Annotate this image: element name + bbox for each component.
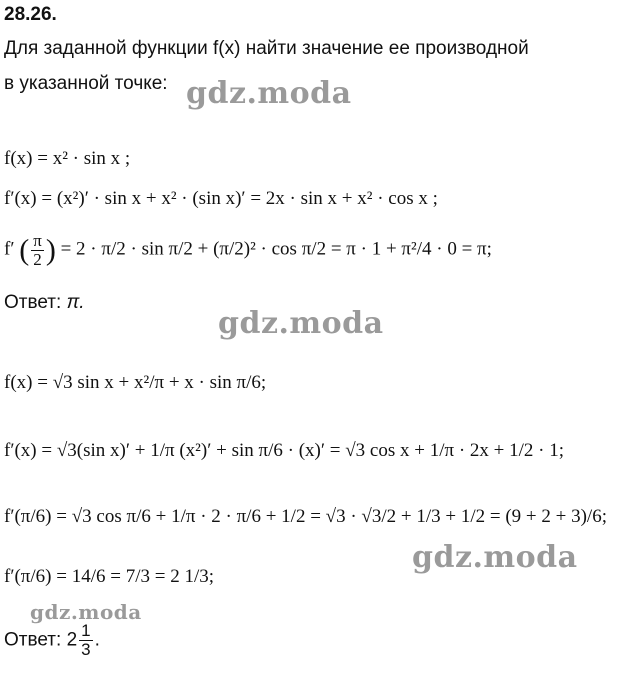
part-b-derivative: f′(x) = √3(sin x)′ + 1/π (x²)′ + sin π/6 · (x)′ = √3 cos x + 1/π · 2x + 1/2 · 1; <box>4 440 564 461</box>
part-a-function: f(x) = x² · sin x ; <box>4 148 131 169</box>
part-a-derivative: f′(x) = (x²)′ · sin x + x² · (sin x)′ = 2x · sin x + x² · cos x ; <box>4 188 438 209</box>
part-b-answer-label: Ответ: <box>4 629 62 651</box>
watermark-1: gdz.moda <box>186 76 352 111</box>
part-a-evaluation: f′ ( $\frac{\pi}{2}$ ) = 2 · π/2 · sin π/2 + (π/2)² · cos π/2 = π · 1 + π²/4 · 0 = π; <box>4 231 492 269</box>
part-b-answer-fraction: $\frac{1}{3}$ <box>81 621 91 659</box>
part-a-answer-label: Ответ: <box>4 292 62 313</box>
problem-statement-line2: в указанной точке: <box>4 73 168 94</box>
watermark-3: gdz.moda <box>412 540 578 575</box>
problem-number: 28.26. <box>4 4 57 25</box>
watermark-4: gdz.moda <box>30 600 142 624</box>
watermark-2: gdz.moda <box>218 306 384 341</box>
part-a-answer-value: π. <box>66 292 85 313</box>
part-b-answer-whole: 2 <box>66 629 78 651</box>
part-b-function: f(x) = √3 sin x + x²/π + x · sin π/6; <box>4 372 267 393</box>
part-a-eval-rest: = 2 · π/2 · sin π/2 + (π/2)² · cos π/2 = π · 1 + π²/4 · 0 = π; <box>60 238 492 260</box>
part-b-evaluation-1: f′(π/6) = √3 cos π/6 + 1/π · 2 · π/6 + 1/2 = √3 · √3/2 + 1/3 + 1/2 = (9 + 2 + 3)/6; <box>4 506 607 527</box>
part-a-eval-lhs: f′ <box>4 238 15 260</box>
part-b-evaluation-2: f′(π/6) = 14/6 = 7/3 = 2 1/3; <box>4 566 215 587</box>
part-b-answer: Ответ: 2 $\frac{1}{3}$ . <box>4 621 100 659</box>
problem-statement-line1: Для заданной функции f(x) найти значение ее производной <box>4 38 529 59</box>
part-a-eval-point: $\frac{\pi}{2}$ <box>33 231 42 269</box>
part-a-answer <box>4 292 85 314</box>
